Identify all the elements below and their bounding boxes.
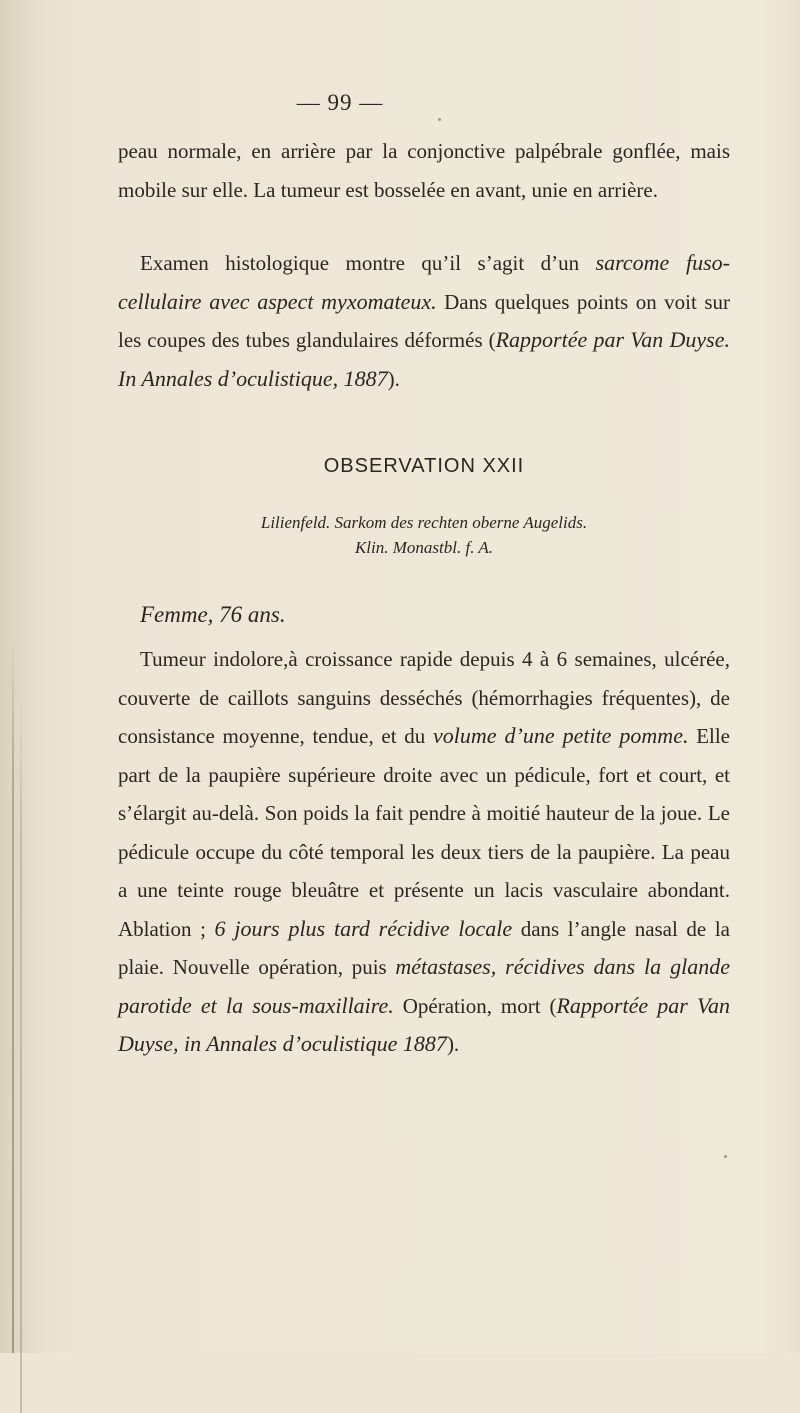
paragraph-3-text: dans l’angle nasal de la plaie. Nouvelle opération, puis	[118, 916, 730, 979]
observation-reference	[118, 510, 730, 560]
paragraph-2-text: ).	[387, 366, 400, 391]
reference-line-2: Klin. Monastbl. f. A.	[354, 538, 494, 557]
paragraph-1: peau normale, en arrière par la conjonctive palpébrale gonflée, mais mobile sur elle. La tumeur est bosselée en avant, unie en arrière.	[118, 139, 730, 202]
patient-heading: Femme, 76 ans.	[140, 602, 286, 627]
paragraph-3	[118, 640, 730, 1064]
paragraph-3-text: ).	[446, 1032, 460, 1056]
paragraph-3-text: Elle part de la paupière supérieure droite avec un pédicule, fort et court, et s’élargit au-delà. Son poids la fait pendre à moitié hauteur de la joue. Le pédicule occupe du côté temporal les deux tiers de la paupière. La peau a une teinte rouge bleuâtre et présente un lacis vasculaire abondant. Ablation ;	[118, 724, 731, 941]
paragraph-3-text: Tumeur indolore,à croissance rapide depuis 4 à 6 semaines, ulcérée, couverte de caillots sanguins desséchés (hémorrhagies fréquentes), de consistance moyenne, tendue, et du	[118, 647, 730, 748]
observation-title: OBSERVATION XXII	[323, 455, 525, 477]
diagnosis-italic: sarcome fuso-cellulaire avec aspect myxomateux.	[118, 250, 730, 314]
paragraph-2	[118, 244, 730, 398]
paragraph-2-text: Dans quelques points on voit sur les coupes des tubes glandulaires déformés (	[118, 289, 730, 352]
binding-shadow	[20, 700, 22, 1413]
metastases-italic: métastases, récidives dans la glande parotide et la sous-maxillaire.	[118, 954, 730, 1018]
citation-italic: Rapportée par Van Duyse. In Annales d’oculistique, 1887	[118, 327, 730, 391]
paragraph-2-text: Examen histologique montre qu’il s’agit d’un	[140, 251, 596, 275]
paragraph-3-text: Opération, mort (	[393, 993, 557, 1018]
binding-shadow	[12, 640, 14, 1353]
paper-speck	[724, 1155, 727, 1158]
paper-speck	[438, 118, 441, 121]
volume-italic: volume d’une petite pomme.	[433, 723, 689, 748]
citation-italic: Rapportée par Van Duyse, in Annales d’oculistique 1887	[118, 992, 730, 1056]
page-number: — 99 —	[296, 90, 384, 115]
recurrence-italic: 6 jours plus tard récidive locale	[214, 915, 513, 941]
reference-line-1: Lilienfeld. Sarkom des rechten oberne Augelids.	[260, 513, 588, 532]
